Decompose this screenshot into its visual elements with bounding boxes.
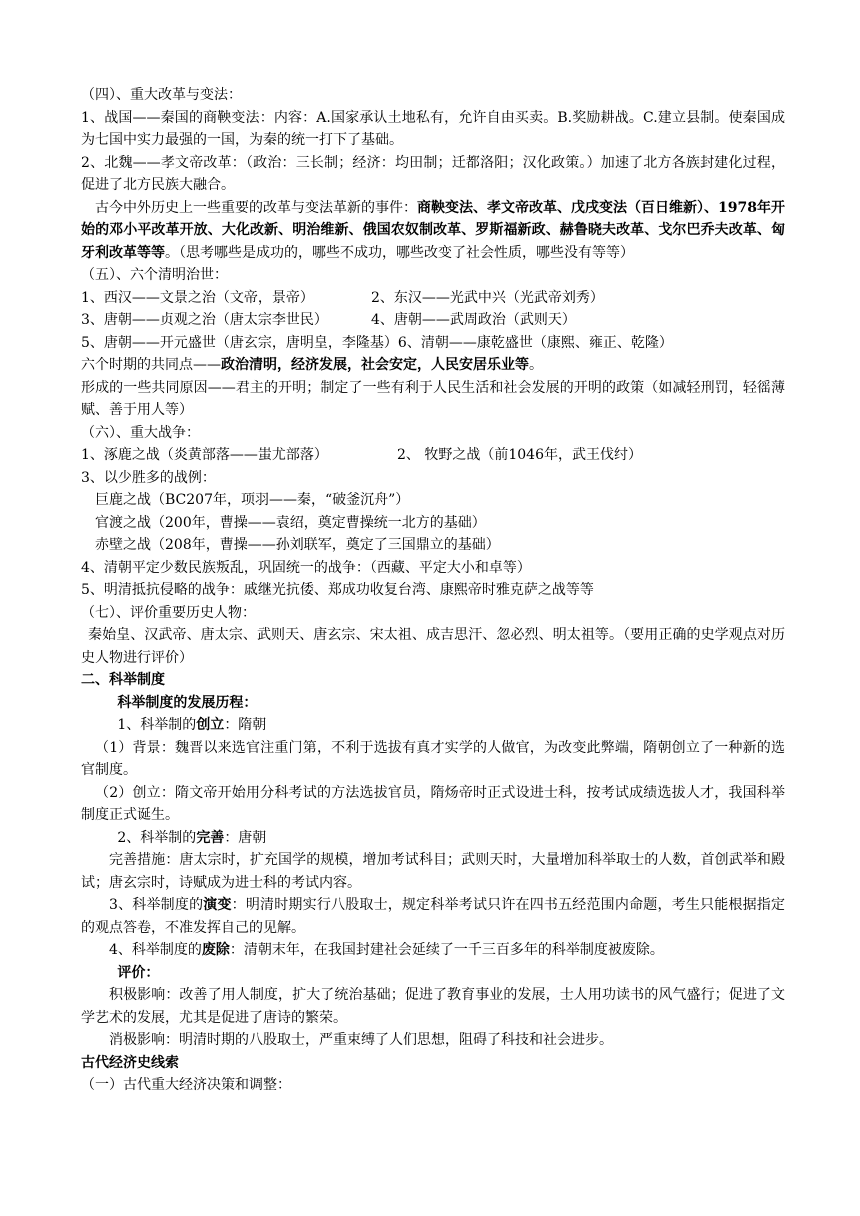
list-item: 1、涿鹿之战（炎黄部落——蚩尤部落） [81, 447, 328, 463]
section-heading: 古代经济史线索 [81, 1054, 179, 1071]
bold-text: 演变 [203, 897, 232, 913]
paragraph [81, 939, 785, 962]
text-run: ：清朝末年，在我国封建社会延续了一千三百多年的科举制度被废除。 [229, 942, 664, 958]
list-item: 2、东汉——光武中兴（光武帝刘秀） [371, 289, 604, 306]
subheading: 评价： [117, 964, 160, 981]
section-heading: 二、科举制度 [81, 672, 165, 688]
section-heading: （六）、重大战争： [81, 424, 200, 441]
paragraph: 1、战国——秦国的商鞅变法：内容：A.国家承认土地私有，允许自由买卖。B.奖励耕战。C.建立县制。使秦国成为七国中实力最强的一国，为秦的统一打下了基础。 [81, 109, 785, 148]
section-heading: （一）古代重大经济决策和调整： [81, 1077, 291, 1093]
list-item: 4、唐朝——武周政治（武则天） [371, 312, 576, 328]
list-item: 6、清朝——康乾盛世（康熙、雍正、乾隆） [397, 334, 673, 351]
text-run: 1、科举制的 [117, 717, 197, 733]
bold-text: 废除 [201, 942, 230, 958]
paragraph [81, 894, 785, 939]
bold-text: 创立 [196, 717, 225, 733]
paragraph: 完善措施：唐太宗时，扩充国学的规模，增加考试科目；武则天时，大量增加科举取士的人数，首创武举和殿试；唐玄宗时，诗赋成为进士科的考试内容。 [81, 852, 785, 891]
list-item: 赤壁之战（208年，曹操——孙刘联军，奠定了三国鼎立的基础） [95, 537, 500, 553]
bold-text: 商鞅变法、孝文帝改革、戊戌变法（百日维新）、1978年开始的邓小平改革开放、大化改新、明治维新、俄国农奴制改革、罗斯福新政、赫鲁晓夫改革、戈尔巴乔夫改革、匈牙利改革等等 [81, 199, 785, 261]
text-run: 3、科举制度的 [109, 897, 204, 913]
text-run: ：唐朝 [224, 829, 267, 846]
list-row [81, 332, 785, 355]
section-heading: （五）、六个清明治世： [81, 267, 228, 283]
paragraph [81, 714, 785, 737]
paragraph: 形成的一些共同原因——君主的开明；制定了一些有利于人民生活和社会发展的开明的政策（如减轻刑罚，轻徭薄赋、善于用人等） [81, 379, 785, 418]
paragraph: 消极影响：明清时期的八股取士，严重束缚了人们思想，阻碍了科技和社会进步。 [109, 1032, 613, 1048]
paragraph: 秦始皇、汉武帝、唐太宗、武则天、唐玄宗、宋太祖、成吉思汗、忽必烈、明太祖等。（要用正确的史学观点对历史人物进行评价） [81, 627, 785, 666]
list-item: 3、唐朝——贞观之治（唐太宗李世民） [81, 312, 328, 328]
paragraph [81, 827, 785, 850]
text-run: 古今中外历史上一些重要的改革与变法革新的事件： [95, 199, 418, 216]
subheading: 科举制度的发展历程： [117, 694, 258, 711]
list-item: 5、唐朝——开元盛世（唐玄宗，唐明皇，李隆基） [81, 334, 398, 351]
text-run: 。（思考哪些是成功的，哪些不成功，哪些改变了社会性质，哪些没有等等） [165, 244, 634, 261]
list-item: 2、 牧野之战（前1046年，武王伐纣） [397, 447, 642, 463]
text-run: 六个时期的共同点—— [81, 357, 221, 373]
paragraph: 2、北魏——孝文帝改革：（政治：三长制；经济：均田制；迁都洛阳；汉化政策。）加速了北方各族封建化过程，促进了北方民族大融合。 [81, 154, 785, 193]
text-run: 4、科举制度的 [109, 942, 202, 958]
paragraph: 3、以少胜多的战例： [81, 469, 216, 486]
section-heading: （七）、评价重要历史人物： [81, 604, 256, 621]
text-run: 。 [529, 357, 543, 373]
paragraph [81, 197, 785, 265]
paragraph: 积极影响：改善了用人制度，扩大了统治基础；促进了教育事业的发展，士人用功读书的风气盛行；促进了文学艺术的发展，尤其是促进了唐诗的繁荣。 [81, 987, 785, 1026]
list-row [81, 444, 785, 467]
list-item: 巨鹿之战（BC207年，项羽——秦，“破釜沉舟”） [95, 492, 410, 508]
section-heading: （四）、重大改革与变法： [81, 87, 242, 103]
paragraph [81, 354, 785, 377]
text-run: ：明清时期实行八股取士，规定科举考试只许在四书五经范围内命题，考生只能根据指定的观点答卷，不准发挥自己的见解。 [81, 897, 785, 936]
list-row [81, 309, 785, 332]
list-item: 1、西汉——文景之治（文帝，景帝） [81, 289, 314, 306]
paragraph: 4、清朝平定少数民族叛乱，巩固统一的战争：（西藏、平定大小和卓等） [81, 559, 531, 576]
list-row [81, 287, 785, 310]
bold-text: 完善 [196, 829, 225, 846]
text-run: ：隋朝 [224, 717, 267, 733]
paragraph: 5、明清抵抗侵略的战争：戚继光抗倭、郑成功收复台湾、康熙帝时雅克萨之战等等 [81, 582, 594, 598]
text-run: 2、科举制的 [117, 829, 197, 846]
paragraph: （1）背景：魏晋以来选官注重门第，不利于选拔有真才实学的人做官，为改变此弊端，隋朝创立了一种新的选官制度。 [81, 739, 785, 778]
list-item: 官渡之战（200年，曹操——袁绍，奠定曹操统一北方的基础） [95, 514, 486, 531]
paragraph: （2）创立：隋文帝开始用分科考试的方法选拔官员，隋炀帝时正式设进士科，按考试成绩选拔人才，我国科举制度正式诞生。 [81, 784, 785, 823]
bold-text: 政治清明，经济发展，社会安定，人民安居乐业等 [221, 357, 529, 373]
document-page [81, 84, 785, 1097]
